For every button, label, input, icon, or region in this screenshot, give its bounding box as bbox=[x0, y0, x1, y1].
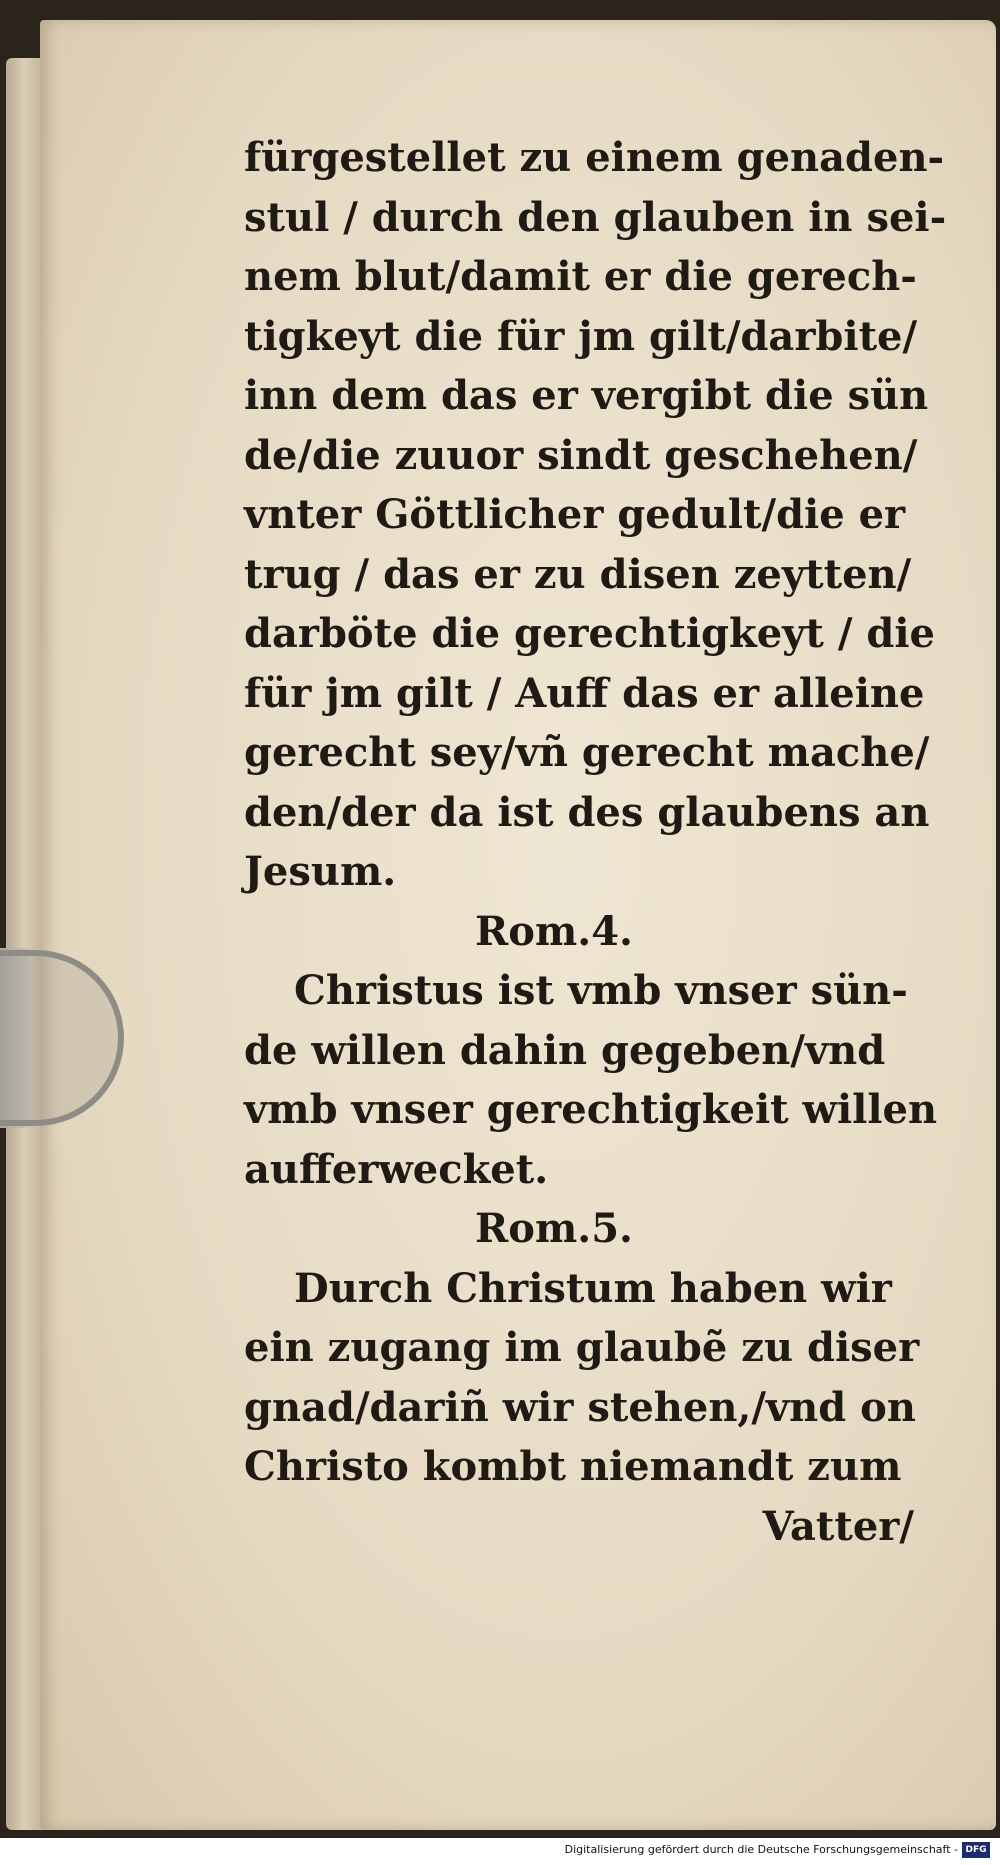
dfg-logo: DFG bbox=[962, 1842, 990, 1858]
text-line: nem blut/damit er die gerech- bbox=[244, 253, 917, 300]
footer-credit: Digitalisierung gefördert durch die Deutsche Forschungsgemeinschaft - bbox=[564, 1843, 958, 1856]
text-line: tigkeyt die für jm gilt/darbite/ bbox=[244, 312, 918, 360]
text-line: ein zugang im glaubẽ zu diser bbox=[244, 1324, 920, 1371]
text-line: Christus ist vmb vnser sün- bbox=[294, 967, 908, 1014]
text-line: de/die zuuor sindt geschehen/ bbox=[244, 431, 918, 479]
section-heading-rom4: Rom.4. bbox=[475, 907, 633, 955]
footer-bar bbox=[0, 1838, 1000, 1865]
text-line: Durch Christum haben wir bbox=[294, 1264, 892, 1312]
text-line: vmb vnser gerechtigkeit willen bbox=[244, 1086, 938, 1133]
text-line: fürgestellet zu einem genaden- bbox=[244, 134, 945, 181]
text-line: aufferwecket. bbox=[244, 1145, 549, 1193]
text-line: Christo kombt niemandt zum bbox=[244, 1443, 902, 1490]
text-line: den/der da ist des glaubens an bbox=[244, 788, 930, 836]
page-text bbox=[244, 128, 947, 1556]
text-line: inn dem das er vergibt die sün bbox=[244, 372, 929, 419]
text-line: vnter Göttlicher gedult/die er bbox=[244, 491, 906, 538]
text-line: gerecht sey/vñ gerecht mache/ bbox=[244, 729, 930, 776]
text-line: Jesum. bbox=[244, 848, 397, 895]
text-line: darböte die gerechtigkeyt / die bbox=[244, 610, 935, 657]
catchword: Vatter/ bbox=[762, 1502, 914, 1550]
text-line: für jm gilt / Auff das er alleine bbox=[244, 669, 925, 717]
section-heading-rom5: Rom.5. bbox=[475, 1205, 633, 1252]
text-line: trug / das er zu disen zeytten/ bbox=[244, 550, 912, 598]
text-line: stul / durch den glauben in sei- bbox=[244, 193, 947, 241]
text-line: gnad/dariñ wir stehen,/vnd on bbox=[244, 1383, 916, 1431]
text-line: de willen dahin gegeben/vnd bbox=[244, 1026, 886, 1074]
